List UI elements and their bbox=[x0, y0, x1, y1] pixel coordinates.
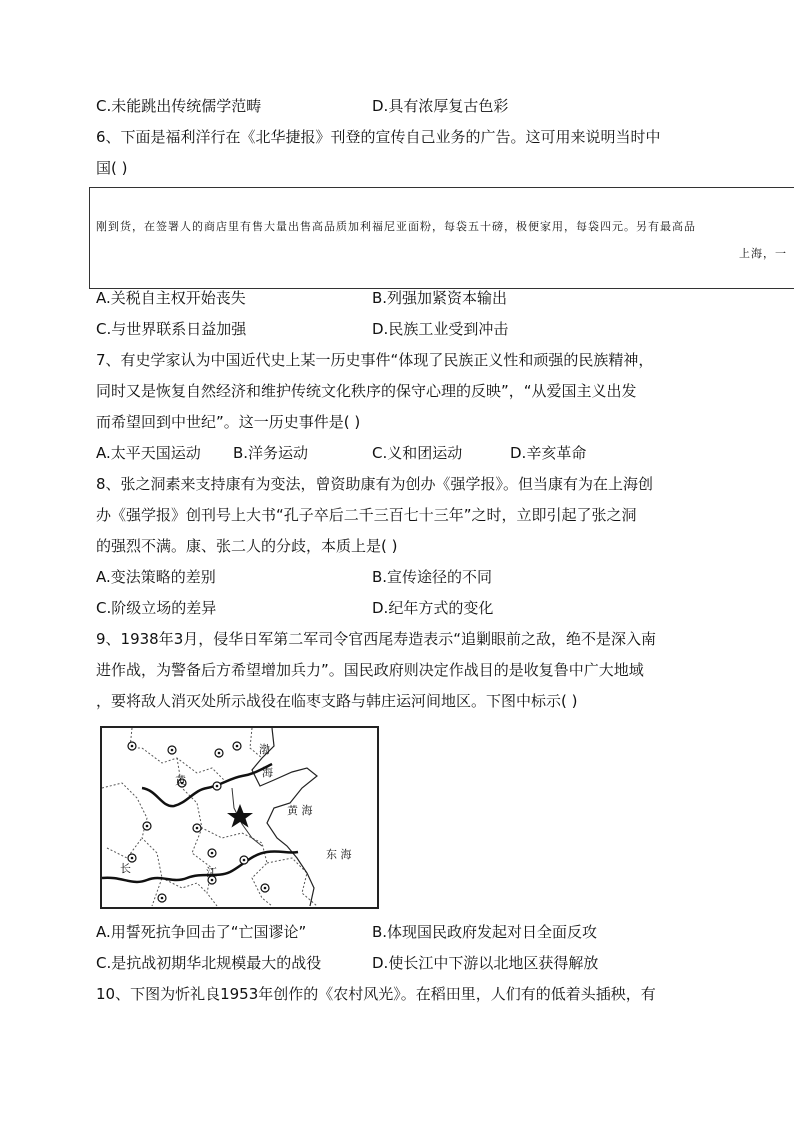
map-label-chang: 长 bbox=[120, 862, 131, 875]
q7-stem-line2: 同时又是恢复自然经济和维护传统文化秩序的保守心理的反映”，“从爱国主义出发 bbox=[96, 382, 637, 400]
q7-stem-line3: 而希望回到中世纪”。这一历史事件是( ) bbox=[96, 413, 361, 431]
q8-stem-line3: 的强烈不满。康、张二人的分歧，本质上是( ) bbox=[96, 537, 398, 555]
q8-option-a: A.变法策略的差别 bbox=[96, 568, 216, 586]
q5-option-d: D.具有浓厚复古色彩 bbox=[372, 97, 509, 115]
advertisement-text-line2: 上海，一 bbox=[739, 247, 787, 260]
q7-option-d: D.辛亥革命 bbox=[510, 444, 587, 462]
q9-option-a: A.用誓死抗争回击了“亡国谬论” bbox=[96, 923, 307, 941]
q6-option-b: B.列强加紧资本输出 bbox=[372, 289, 508, 307]
q7-option-a: A.太平天国运动 bbox=[96, 444, 201, 462]
battle-star-icon bbox=[227, 804, 253, 828]
q6-option-c: C.与世界联系日益加强 bbox=[96, 320, 247, 338]
q7-option-c: C.义和团运动 bbox=[372, 444, 463, 462]
q8-option-b: B.宣传途径的不同 bbox=[372, 568, 493, 586]
q8-option-d: D.纪年方式的变化 bbox=[372, 599, 494, 617]
q7-stem-line1: 7、有史学家认为中国近代史上某一历史事件“体现了民族正义性和顽强的民族精神， bbox=[96, 351, 654, 369]
advertisement-box bbox=[89, 187, 794, 289]
q6-option-d: D.民族工业受到冲击 bbox=[372, 320, 509, 338]
q9-stem-line2: 进作战，为警备后方希望增加兵力”。国民政府则决定作战目的是收复鲁中广大地域 bbox=[96, 661, 644, 679]
q9-option-c: C.是抗战初期华北规模最大的战役 bbox=[96, 954, 322, 972]
q7-option-b: B.洋务运动 bbox=[233, 444, 309, 462]
q9-stem-line3: ，要将敌人消灭处所示战役在临枣支路与韩庄运河间地区。下图中标示( ) bbox=[96, 692, 578, 710]
map-label-jiang: 江 bbox=[206, 866, 217, 879]
map-label-bohai-1: 渤 bbox=[259, 743, 270, 756]
q8-option-c: C.阶级立场的差异 bbox=[96, 599, 217, 617]
battle-map-drawing bbox=[102, 728, 377, 907]
map-label-east-sea: 东 海 bbox=[326, 848, 352, 861]
map-label-huang: 黄 bbox=[175, 774, 186, 787]
q6-stem-line2: 国( ) bbox=[96, 159, 128, 177]
q9-stem-line1: 9、1938年3月，侵华日军第二军司令官西尾寿造表示“追剿眼前之敌，绝不是深入南 bbox=[96, 630, 657, 648]
map-label-yellow-sea: 黄 海 bbox=[287, 804, 313, 817]
q6-option-a: A.关税自主权开始丧失 bbox=[96, 289, 246, 307]
battle-map bbox=[100, 726, 379, 909]
q6-stem-line1: 6、下面是福利洋行在《北华捷报》刊登的宣传自己业务的广告。这可用来说明当时中 bbox=[96, 128, 661, 146]
advertisement-text-line1: 刚到货，在签署人的商店里有售大量出售高品质加利福尼亚面粉，每袋五十磅，极便家用，每袋四元。另有最高品 bbox=[96, 220, 696, 233]
q9-option-d: D.使长江中下游以北地区获得解放 bbox=[372, 954, 599, 972]
map-label-bohai-2: 海 bbox=[262, 766, 273, 779]
q8-stem-line2: 办《强学报》创刊号上大书“孔子卒后二千三百七十三年”之时，立即引起了张之洞 bbox=[96, 506, 637, 524]
q10-stem-line1: 10、下图为忻礼良1953年创作的《农村风光》。在稻田里，人们有的低着头插秧，有 bbox=[96, 985, 656, 1003]
q9-option-b: B.体现国民政府发起对日全面反攻 bbox=[372, 923, 598, 941]
q5-option-c: C.未能跳出传统儒学范畴 bbox=[96, 97, 262, 115]
q8-stem-line1: 8、张之洞素来支持康有为变法，曾资助康有为创办《强学报》。但当康有为在上海创 bbox=[96, 475, 654, 493]
